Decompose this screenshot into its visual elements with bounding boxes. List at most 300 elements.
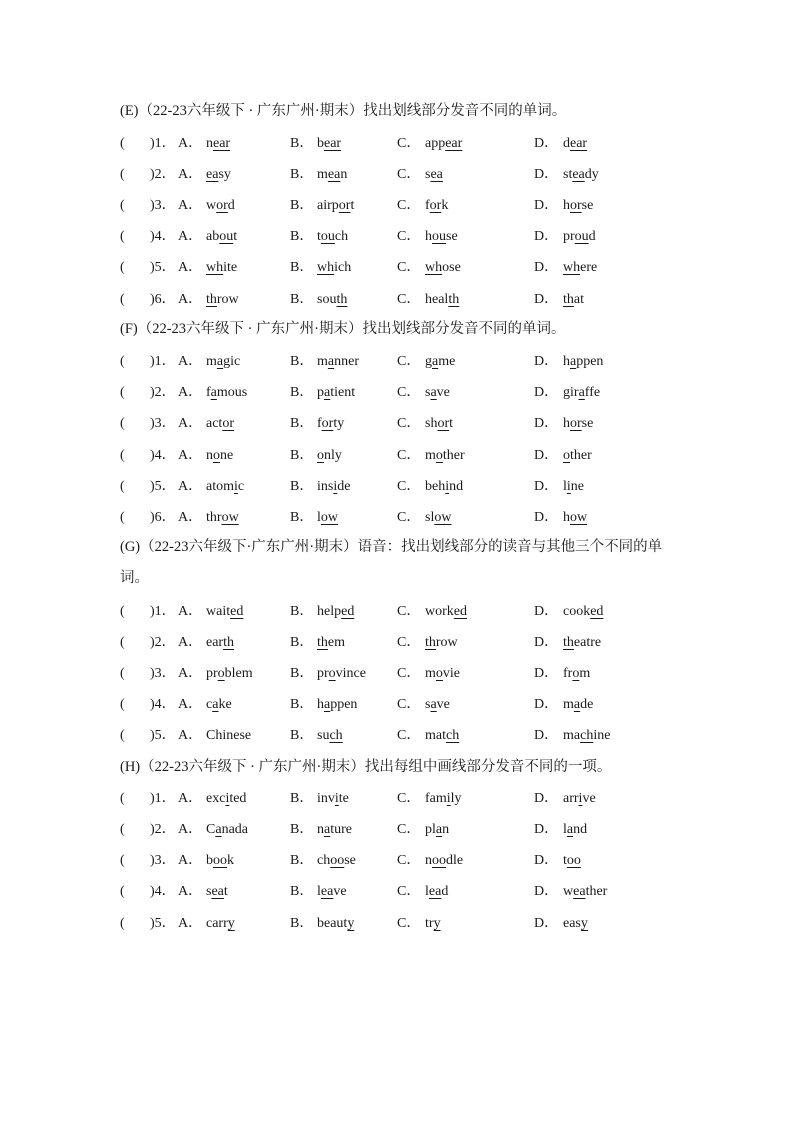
option-letter: B． [290,510,314,525]
underlined-letters: wh [425,260,443,275]
underlined-letters: ou [432,229,446,244]
answer-blank[interactable]: ( [120,604,125,619]
question-number: )3． [150,853,176,868]
question-row [120,284,680,315]
question-number: )3． [150,198,176,213]
underlined-letters: a [327,354,335,369]
question-number: )6． [150,292,176,307]
underlined-letters: ed [590,604,604,619]
question-row [120,627,680,658]
option-word[interactable]: try [425,916,441,931]
answer-blank[interactable]: ( [120,728,125,743]
underlined-letters: y [227,916,235,931]
option-word[interactable]: how [563,510,588,525]
answer-blank[interactable]: ( [120,791,125,806]
question-number: )3． [150,416,176,431]
underlined-letters: ear [324,136,342,151]
underlined-letters: i [334,791,339,806]
underlined-letters: or [429,198,442,213]
question-number: )1． [150,791,176,806]
option-word[interactable]: choose [317,853,356,868]
underlined-letters: ow [320,510,339,525]
option-letter: B． [290,697,314,712]
option-letter: D． [534,479,559,494]
question-number: )2． [150,635,176,650]
underlined-letters: ea [211,884,224,899]
option-letter: D． [534,728,559,743]
option-letter: D． [534,229,559,244]
option-letter: C． [397,385,421,400]
answer-blank[interactable]: ( [120,292,125,307]
option-word[interactable]: machine [563,728,611,743]
option-word[interactable]: easy [563,916,588,931]
option-word[interactable]: Canada [206,822,248,837]
answer-blank[interactable]: ( [120,635,125,650]
option-letter: B． [290,385,314,400]
option-letter: A． [178,448,203,463]
option-letter: C． [397,479,421,494]
underlined-letters: a [216,354,224,369]
option-word[interactable]: near [206,136,231,151]
option-word[interactable]: south [317,292,348,307]
underlined-letters: ea [327,167,341,182]
option-letter: B． [290,791,314,806]
underlined-letters: a [212,697,219,712]
question-row [120,471,680,502]
underlined-letters: ch [446,728,460,743]
underlined-letters: ear [445,136,463,151]
question-number: )4． [150,229,176,244]
option-letter: D． [534,635,559,650]
underlined-letters: ou [574,229,589,244]
option-letter: D． [534,916,559,931]
option-word[interactable]: touch [317,229,349,244]
option-letter: B． [290,666,314,681]
underlined-letters: i [333,479,338,494]
option-word[interactable]: actor [206,416,234,431]
option-word[interactable]: save [425,697,450,712]
question-row [120,221,680,252]
question-row [120,596,680,627]
option-letter: A． [178,635,203,650]
question-row [120,377,680,408]
underlined-letters: or [321,416,334,431]
underlined-letters: ow [221,510,239,525]
answer-blank[interactable]: ( [120,479,125,494]
underlined-letters: th [563,292,574,307]
answer-blank[interactable]: ( [120,510,125,525]
section-heading: (H)（22-23六年级下 · 广东广州·期末）找出每组中画线部分发音不同的一项。 [120,759,612,775]
underlined-letters: oo [432,853,446,868]
option-word[interactable]: throw [425,635,458,650]
option-word[interactable]: noodle [425,853,464,868]
option-letter: A． [178,260,203,275]
option-word[interactable]: game [425,354,456,369]
option-letter: A． [178,822,203,837]
underlined-letters: a [210,385,217,400]
question-number: )5． [150,728,176,743]
underlined-letters: ea [320,884,334,899]
option-letter: C． [397,604,421,619]
option-letter: C． [397,822,421,837]
question-row [120,783,680,814]
option-letter: A． [178,884,203,899]
option-letter: B． [290,916,314,931]
option-word[interactable]: forty [317,416,345,431]
answer-blank[interactable]: ( [120,416,125,431]
question-row [120,440,680,471]
underlined-letters: ed [230,604,244,619]
option-letter: D． [534,198,559,213]
option-word[interactable]: steady [563,167,599,182]
option-letter: C． [397,884,421,899]
option-letter: A． [178,354,203,369]
answer-blank[interactable]: ( [120,198,125,213]
underlined-letters: th [563,635,574,650]
option-letter: D． [534,697,559,712]
option-letter: D． [534,416,559,431]
underlined-letters: y [580,916,588,931]
option-word[interactable]: theatre [563,635,602,650]
underlined-letters: wh [206,260,224,275]
option-word[interactable]: magic [206,354,241,369]
option-letter: D． [534,167,559,182]
option-letter: D． [534,666,559,681]
underlined-letters: or [570,198,582,213]
underlined-letters: a [566,822,574,837]
option-letter: C． [397,853,421,868]
question-row [120,720,680,751]
underlined-letters: a [430,697,437,712]
underlined-letters: ea [572,167,585,182]
option-letter: B． [290,884,314,899]
question-number: )1． [150,354,176,369]
option-letter: C． [397,416,421,431]
underlined-letters: th [336,292,348,307]
answer-blank[interactable]: ( [120,167,125,182]
option-letter: B． [290,198,314,213]
option-word[interactable]: appear [425,136,463,151]
answer-blank[interactable]: ( [120,354,125,369]
option-letter: B． [290,229,314,244]
option-letter: B． [290,853,314,868]
option-letter: D． [534,510,559,525]
option-word[interactable]: behind [425,479,464,494]
option-letter: C． [397,791,421,806]
option-word[interactable]: invite [317,791,349,806]
option-word[interactable]: whose [425,260,461,275]
option-word[interactable]: helped [317,604,355,619]
question-number: )1． [150,136,176,151]
option-letter: C． [397,198,421,213]
answer-blank[interactable]: ( [120,853,125,868]
option-word[interactable]: land [563,822,588,837]
question-number: )6． [150,510,176,525]
question-row [120,346,680,377]
underlined-letters: i [234,479,238,494]
option-word[interactable]: atomic [206,479,245,494]
option-letter: B． [290,728,314,743]
option-word[interactable]: movie [425,666,460,681]
option-letter: A． [178,479,203,494]
option-word[interactable]: carry [206,916,235,931]
question-number: )2． [150,822,176,837]
option-letter: D． [534,292,559,307]
underlined-letters: o [217,666,225,681]
option-word[interactable]: airport [317,198,355,213]
option-word[interactable]: Chinese [206,728,252,743]
option-letter: A． [178,791,203,806]
question-row [120,408,680,439]
option-word[interactable]: none [206,448,234,463]
option-word[interactable]: weather [563,884,608,899]
option-letter: A． [178,666,203,681]
option-word[interactable]: mean [317,167,348,182]
option-word[interactable]: happen [563,354,604,369]
answer-blank[interactable]: ( [120,916,125,931]
underlined-letters: a [435,822,443,837]
option-word[interactable]: fork [425,198,449,213]
underlined-letters: or [338,198,351,213]
option-word[interactable]: from [563,666,591,681]
option-word[interactable]: match [425,728,460,743]
option-word[interactable]: house [425,229,458,244]
underlined-letters: or [437,416,450,431]
underlined-letters: a [324,822,331,837]
underlined-letters: o [435,666,443,681]
option-word[interactable]: mother [425,448,465,463]
option-word[interactable]: throw [206,510,239,525]
option-word[interactable]: excited [206,791,247,806]
option-word[interactable]: other [563,448,592,463]
option-word[interactable]: province [317,666,366,681]
option-word[interactable]: such [317,728,343,743]
option-word[interactable]: easy [206,167,231,182]
underlined-letters: o [213,448,220,463]
option-letter: B． [290,260,314,275]
option-word[interactable]: book [206,853,234,868]
option-word[interactable]: manner [317,354,359,369]
underlined-letters: wh [563,260,581,275]
question-number: )3． [150,666,176,681]
option-word[interactable]: nature [317,822,352,837]
underlined-letters: i [446,791,451,806]
option-letter: C． [397,728,421,743]
underlined-letters: ch [329,728,343,743]
option-word[interactable]: beauty [317,916,355,931]
answer-blank[interactable]: ( [120,260,125,275]
option-word[interactable]: family [425,791,462,806]
option-letter: A． [178,510,203,525]
option-word[interactable]: line [563,479,584,494]
option-letter: C． [397,448,421,463]
answer-blank[interactable]: ( [120,884,125,899]
option-word[interactable]: arrive [563,791,596,806]
option-word[interactable]: inside [317,479,351,494]
option-letter: B． [290,354,314,369]
question-number: )4． [150,448,176,463]
underlined-letters: ed [453,604,467,619]
section-heading: (E)（22-23六年级下 · 广东广州·期末）找出划线部分发音不同的单词。 [120,103,567,119]
underlined-letters: ow [570,510,588,525]
option-letter: B． [290,479,314,494]
option-letter: D． [534,354,559,369]
option-word[interactable]: slow [425,510,452,525]
answer-blank[interactable]: ( [120,385,125,400]
answer-blank[interactable]: ( [120,697,125,712]
option-letter: A． [178,697,203,712]
option-letter: A． [178,136,203,151]
option-word[interactable]: made [563,697,594,712]
option-letter: C． [397,635,421,650]
question-row [120,814,680,845]
option-letter: D． [534,822,559,837]
option-word[interactable]: save [425,385,450,400]
option-letter: A． [178,167,203,182]
underlined-letters: ear [213,136,231,151]
question-number: )2． [150,167,176,182]
underlined-letters: or [222,416,234,431]
question-row [120,845,680,876]
option-word[interactable]: problem [206,666,253,681]
option-word[interactable]: proud [563,229,596,244]
option-letter: A． [178,292,203,307]
answer-blank[interactable]: ( [120,229,125,244]
option-word[interactable]: them [317,635,345,650]
question-row [120,689,680,720]
underlined-letters: ea [573,884,586,899]
option-letter: C． [397,229,421,244]
option-letter: A． [178,229,203,244]
option-word[interactable]: where [563,260,598,275]
option-word[interactable]: plan [425,822,450,837]
answer-blank[interactable]: ( [120,448,125,463]
question-number: )5． [150,479,176,494]
underlined-letters: th [223,635,234,650]
question-number: )1． [150,604,176,619]
option-word[interactable]: too [563,853,581,868]
option-letter: B． [290,604,314,619]
option-word[interactable]: waited [206,604,244,619]
option-word[interactable]: cake [206,697,232,712]
question-row [120,876,680,907]
underlined-letters: a [215,822,222,837]
underlined-letters: ow [434,510,452,525]
option-word[interactable]: short [425,416,454,431]
option-letter: C． [397,510,421,525]
option-letter: C． [397,136,421,151]
option-letter: C． [397,260,421,275]
underlined-letters: ou [219,229,234,244]
option-letter: D． [534,884,559,899]
option-letter: C． [397,666,421,681]
option-word[interactable]: only [317,448,342,463]
option-letter: B． [290,136,314,151]
option-word[interactable]: sea [425,167,443,182]
section-heading: (F)（22-23六年级下 · 广东广州·期末）找出划线部分发音不同的单词。 [120,321,566,337]
option-letter: C． [397,354,421,369]
option-word[interactable]: throw [206,292,239,307]
option-word[interactable]: health [425,292,460,307]
option-word[interactable]: giraffe [563,385,601,400]
option-letter: B． [290,635,314,650]
option-letter: A． [178,916,203,931]
question-row [120,128,680,159]
option-letter: C． [397,167,421,182]
option-letter: A． [178,198,203,213]
underlined-letters: ea [206,167,219,182]
underlined-letters: o [572,666,580,681]
section-heading: (G)（22-23六年级下·广东广州·期末）语音：找出划线部分的读音与其他三个不同的单词。 [120,539,663,586]
underlined-letters: y [433,916,441,931]
option-word[interactable]: horse [563,416,594,431]
option-word[interactable]: earth [206,635,234,650]
question-row [120,159,680,190]
option-word[interactable]: horse [563,198,594,213]
option-letter: A． [178,853,203,868]
option-word[interactable]: worked [425,604,467,619]
option-word[interactable]: about [206,229,238,244]
answer-blank[interactable]: ( [120,822,125,837]
question-number: )5． [150,916,176,931]
option-word[interactable]: which [317,260,352,275]
option-word[interactable]: famous [206,385,248,400]
underlined-letters: i [445,479,450,494]
option-letter: C． [397,697,421,712]
option-word[interactable]: low [317,510,339,525]
underlined-letters: a [573,697,581,712]
underlined-letters: wh [317,260,335,275]
option-word[interactable]: white [206,260,238,275]
underlined-letters: ea [428,884,442,899]
answer-blank[interactable]: ( [120,666,125,681]
underlined-letters: ed [341,604,355,619]
option-word[interactable]: patient [317,385,356,400]
option-word[interactable]: seat [206,884,228,899]
option-word[interactable]: bear [317,136,342,151]
underlined-letters: oo [213,853,227,868]
option-letter: D． [534,604,559,619]
underlined-letters: or [216,198,228,213]
option-letter: B． [290,416,314,431]
underlined-letters: a [430,385,437,400]
option-word[interactable]: cooked [563,604,604,619]
option-word[interactable]: dear [563,136,588,151]
option-word[interactable]: lead [425,884,449,899]
question-row [120,502,680,533]
underlined-letters: i [566,479,571,494]
underlined-letters: a [324,697,331,712]
option-letter: A． [178,385,203,400]
option-letter: A． [178,604,203,619]
option-letter: A． [178,728,203,743]
option-letter: D． [534,385,559,400]
option-word[interactable]: that [563,292,584,307]
answer-blank[interactable]: ( [120,136,125,151]
underlined-letters: o [435,448,443,463]
question-number: )4． [150,697,176,712]
option-word[interactable]: leave [317,884,347,899]
question-row [120,908,680,939]
underlined-letters: i [578,791,583,806]
option-word[interactable]: word [206,198,235,213]
question-number: )4． [150,884,176,899]
underlined-letters: th [448,292,460,307]
option-word[interactable]: happen [317,697,358,712]
underlined-letters: th [317,635,328,650]
question-row [120,658,680,689]
underlined-letters: y [347,916,355,931]
